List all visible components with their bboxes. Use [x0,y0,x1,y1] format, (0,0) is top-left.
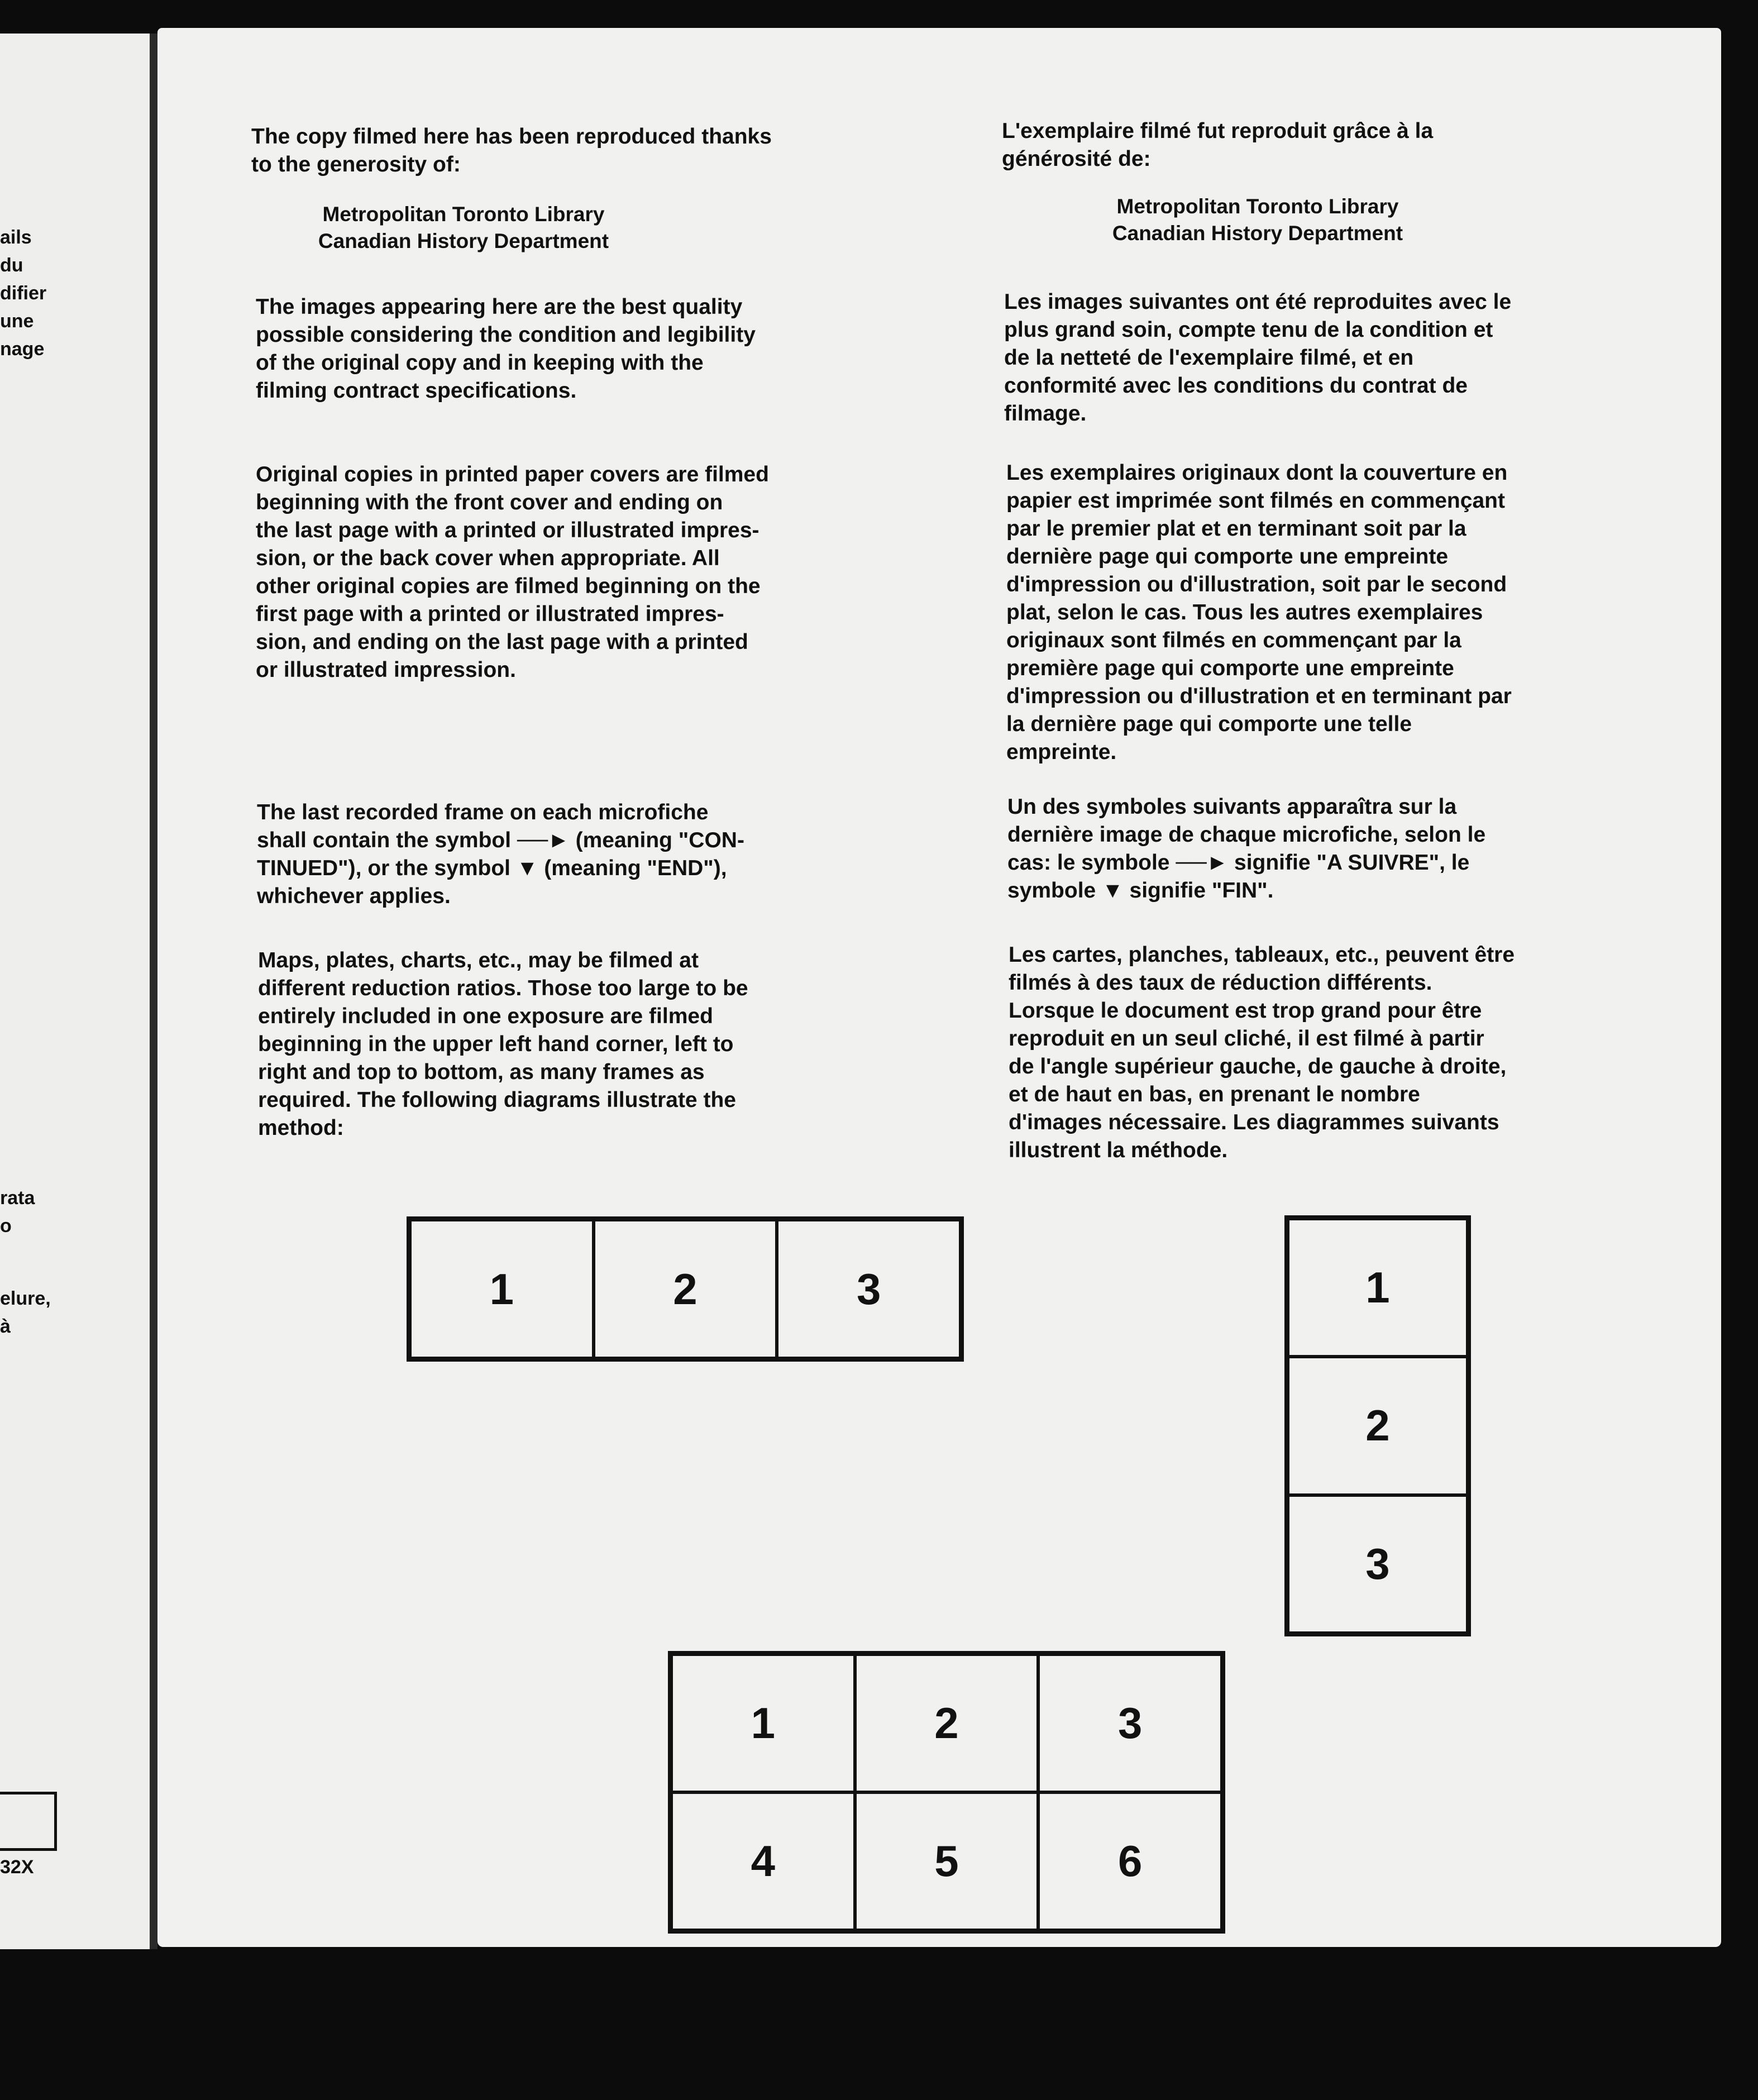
adjacent-page-fragment [0,34,157,1949]
frame-cell: 4 [671,1792,855,1930]
frame-cell: 2 [594,1220,777,1358]
frame-cell: 1 [671,1654,855,1792]
frame-cell: 5 [855,1792,1039,1930]
fragment-text: une [0,311,34,332]
frame-cell: 2 [1288,1357,1468,1495]
english-symbols-note: The last recorded frame on each microfiche shall contain the symbol ──► (meaning "CON- TINUED"), or the symbol ▼ (meaning "END"), whichever applies. [257,800,744,908]
frame-cell: 1 [1288,1219,1468,1357]
fragment-text: ails [0,227,32,248]
fragment-text: 32X [0,1856,34,1878]
fragment-text: à [0,1316,11,1337]
frame-cell: 3 [1038,1654,1222,1792]
english-acknowledgment: The copy filmed here has been reproduced thanks to the generosity of: [251,125,772,176]
fragment-text: elure, [0,1288,51,1309]
fragment-text: rata [0,1187,35,1209]
english-institution: Metropolitan Toronto Library Canadian History Department [318,203,609,252]
microfiche-target-page [157,28,1721,1947]
french-originals-note: Les exemplaires originaux dont la couverture en papier est imprimée sont filmés en commençant par le premier plat et en terminant soit par la dernière page qui comporte une empreinte d'impression ou d'illustration, soit par le second plat, selon le cas. Tous les autres exemplaires originaux sont filmés en commençant par la première page qui comporte une empreinte d'impression ou d'illustration et en terminant par la dernière page qui comporte une telle empreinte. [1006,461,1512,764]
english-originals-note: Original copies in printed paper covers are filmed beginning with the front cover and ending on the last page with a printed or illustrated impres- sion, or the back cover when appropriate. All other original copies are filmed beginning on the first page with a printed or illustrated impres- sion, and ending on the last page with a printed or illustrated impression. [256,462,769,682]
diagram-vertical-frames [1284,1215,1471,1636]
french-maps-note: Les cartes, planches, tableaux, etc., peuvent être filmés à des taux de réduction différents. Lorsque le document est trop grand pour être reproduit en un seul cliché, il est filmé à partir de l'angle supérieur gauche, de gauche à droite, et de haut en bas, en prenant le nombre d'images nécessaire. Les diagrammes suivants illustrent la méthode. [1009,943,1515,1162]
frame-cell: 3 [777,1220,961,1358]
fragment-box [0,1792,57,1851]
frame-cell: 3 [1288,1495,1468,1633]
english-maps-note: Maps, plates, charts, etc., may be filmed at different reduction ratios. Those too large to be entirely included in one exposure are filmed beginning in the upper left hand corner, left to right and top to bottom, as many frames as required. The following diagrams illustrate the method: [258,948,748,1140]
frame-cell: 2 [855,1654,1039,1792]
diagram-horizontal-frames [407,1216,964,1362]
fragment-text: du [0,255,23,276]
fragment-text: o [0,1215,12,1237]
french-quality-note: Les images suivantes ont été reproduites avec le plus grand soin, compte tenu de la condition et de la netteté de l'exemplaire filmé, et en conformité avec les conditions du contrat de filmage. [1004,290,1512,426]
french-acknowledgment: L'exemplaire filmé fut reproduit grâce à la générosité de: [1002,119,1434,171]
french-institution: Metropolitan Toronto Library Canadian History Department [1112,195,1403,245]
fragment-text: nage [0,338,45,360]
english-quality-note: The images appearing here are the best quality possible considering the condition and legibility of the original copy and in keeping with the filming contract specifications. [256,295,756,403]
frame-cell: 1 [410,1220,594,1358]
fragment-text: difier [0,283,47,304]
frame-cell: 6 [1038,1792,1222,1930]
french-symbols-note: Un des symboles suivants apparaîtra sur la dernière image de chaque microfiche, selon le cas: le symbole ──► signifie "A SUIVRE", le symbole ▼ signifie "FIN". [1007,795,1486,903]
diagram-grid-frames [668,1651,1225,1934]
